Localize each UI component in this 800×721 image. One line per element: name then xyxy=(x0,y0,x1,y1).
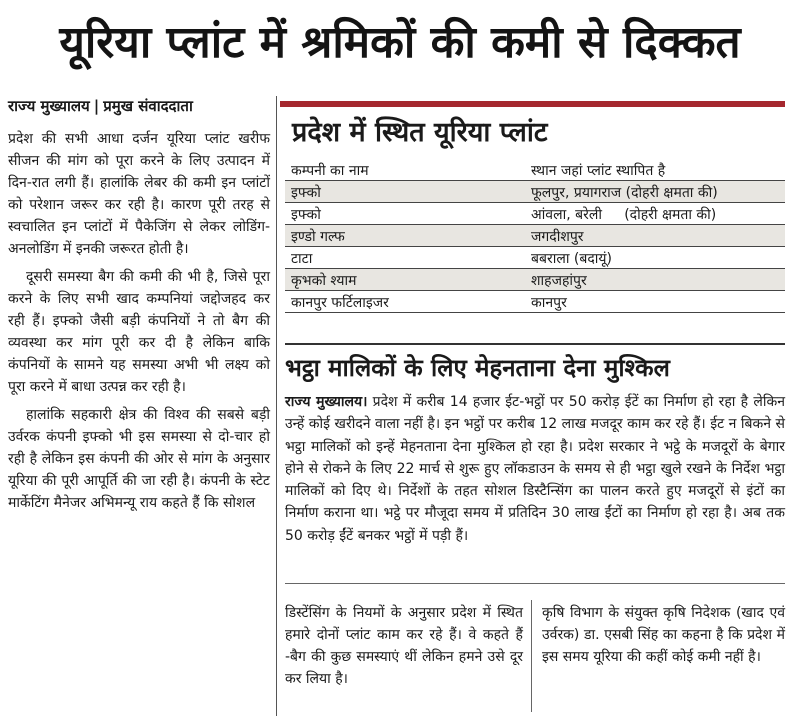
box-accent-rule xyxy=(280,101,785,107)
table-row xyxy=(285,291,785,313)
table-row xyxy=(285,247,785,269)
byline xyxy=(8,96,270,116)
main-story-continued-col3: कृषि विभाग के संयुक्त कृषि निदेशक (खाद एवं उर्वरक) डा. एसबी सिंह का कहना है कि प्रदेश में इस समय यूरिया की कहीं कोई कमी नहीं है। xyxy=(542,605,785,665)
row-location: जगदीशपुर xyxy=(525,225,785,247)
row-company: इफ्को xyxy=(285,203,525,225)
byline-separator: | xyxy=(93,97,100,115)
plants-table xyxy=(285,159,785,313)
table-row xyxy=(285,181,785,203)
bottom-rule xyxy=(285,583,785,584)
byline-author: प्रमुख संवाददाता xyxy=(103,97,193,115)
table-row xyxy=(285,269,785,291)
header-company: कम्पनी का नाम xyxy=(285,159,525,181)
brick-story-body: प्रदेश में करीब 14 हजार ईट-भट्ठों पर 50 करोड़ ईटें का निर्माण हो रहा है लेकिन उन्हें कोई खरीदने वाला नहीं है। इन भट्ठों पर करीब 12 लाख मजदूर काम कर रहे हैं। ईट न बिकने से भट्ठा मालिकों को इन्हें मेहनताना देना मुश्किल हो रहा है। प्रदेश सरकार ने भट्ठे के मजदूरों के बेगार होने से रोकने के लिए 22 मार्च से शुरू हुए लॉकडाउन के समय से ही भट्ठा खुले रखने के निर्देश भट्ठा मालिकों को दिए थे। निर्देशों के तहत सोशल डिस्टैन्सिंग का पालन करते हुए मजदूरों से इंटों का निर्माण कराना था। भट्ठे पर मौजूदा समय में प्रतिदिन 30 लाख ईंटों का निर्माण हो रहा है। अब तक 50 करोड़ ईंटें बनकर भट्ठों में पड़ी हैं। xyxy=(285,394,785,544)
row-location: आंवला, बरेली (दोहरी क्षमता की) xyxy=(525,203,785,225)
main-story-text xyxy=(8,128,270,520)
section-rule xyxy=(285,343,785,345)
row-company: कृभको श्याम xyxy=(285,269,525,291)
bottom-column-divider xyxy=(531,600,532,712)
plants-table-header xyxy=(285,159,785,181)
header-location: स्थान जहां प्लांट स्थापित है xyxy=(525,159,785,181)
row-location: फूलपुर, प्रयागराज (दोहरी क्षमता की) xyxy=(525,181,785,203)
row-company: कानपुर फर्टिलाइजर xyxy=(285,291,525,313)
main-story-paragraph-3: हालांकि सहकारी क्षेत्र की विश्व की सबसे बड़ी उर्वरक कंपनी इफ्को भी इस समस्या से दो-चार हो रही है लेकिन इस कंपनी की ओर से मांग के अनुसार यूरिया की पूरी आपूर्ति की जा रही है। कंपनी के स्टेट मार्केटिंग मैनेजर अभिमन्यू राय कहते हैं कि सोशल xyxy=(8,407,270,511)
row-company: इण्डो गल्फ xyxy=(285,225,525,247)
table-row xyxy=(285,225,785,247)
brick-story-lead: राज्य मुख्यालय। xyxy=(285,394,368,410)
plants-box-title: प्रदेश में स्थित यूरिया प्लांट xyxy=(292,117,548,148)
main-story-paragraph-2: दूसरी समस्या बैग की कमी की भी है, जिसे पूरा करने के लिए सभी खाद कम्पनियां जद्दोजहद कर रही हैं। इफ्को जैसी बड़ी कंपनियों ने तो बैग की व्यवस्था कर मांग पूरी कर दी है लेकिन बाकि कंपनियों के सामने यह समस्या अभी भी लक्ष्य को पूरा करने में बाधा उत्पन्न कर रही है। xyxy=(8,269,270,395)
row-company: इफ्को xyxy=(285,181,525,203)
main-story-paragraph-1: प्रदेश की सभी आधा दर्जन यूरिया प्लांट खरीफ सीजन की मांग को पूरा करने के लिए उत्पादन में दिन-रात लगी हैं। हालांकि लेबर की कमी इन प्लांटों को परेशान जरूर कर रही है। कारण पूरी तरह से स्वचालित इन प्लांटों में पैकेजिंग से लेकर लोडिंग-अनलोडिंग में इनकी जरूरत होती है। xyxy=(8,131,270,257)
table-row xyxy=(285,203,785,225)
main-story-continued-col2: डिस्टेंसिंग के नियमों के अनुसार प्रदेश में स्थित हमारे दोनों प्लांट काम कर रहे हैं। वे कहते हैं -बैग की कुछ समस्याएं थीं लेकिन हमने उसे दूर कर लिया है। xyxy=(285,605,523,687)
headline: यूरिया प्लांट में श्रमिकों की कमी से दिक्कत xyxy=(59,17,741,68)
column-divider xyxy=(276,96,277,716)
byline-bureau: राज्य मुख्यालय xyxy=(8,97,90,115)
row-location: कानपुर xyxy=(525,291,785,313)
row-company: टाटा xyxy=(285,247,525,269)
row-location: शाहजहांपुर xyxy=(525,269,785,291)
brick-story-text xyxy=(285,391,785,547)
brick-story-headline: भट्ठा मालिकों के लिए मेहनताना देना मुश्किल xyxy=(285,354,670,382)
row-location: बबराला (बदायूं) xyxy=(525,247,785,269)
